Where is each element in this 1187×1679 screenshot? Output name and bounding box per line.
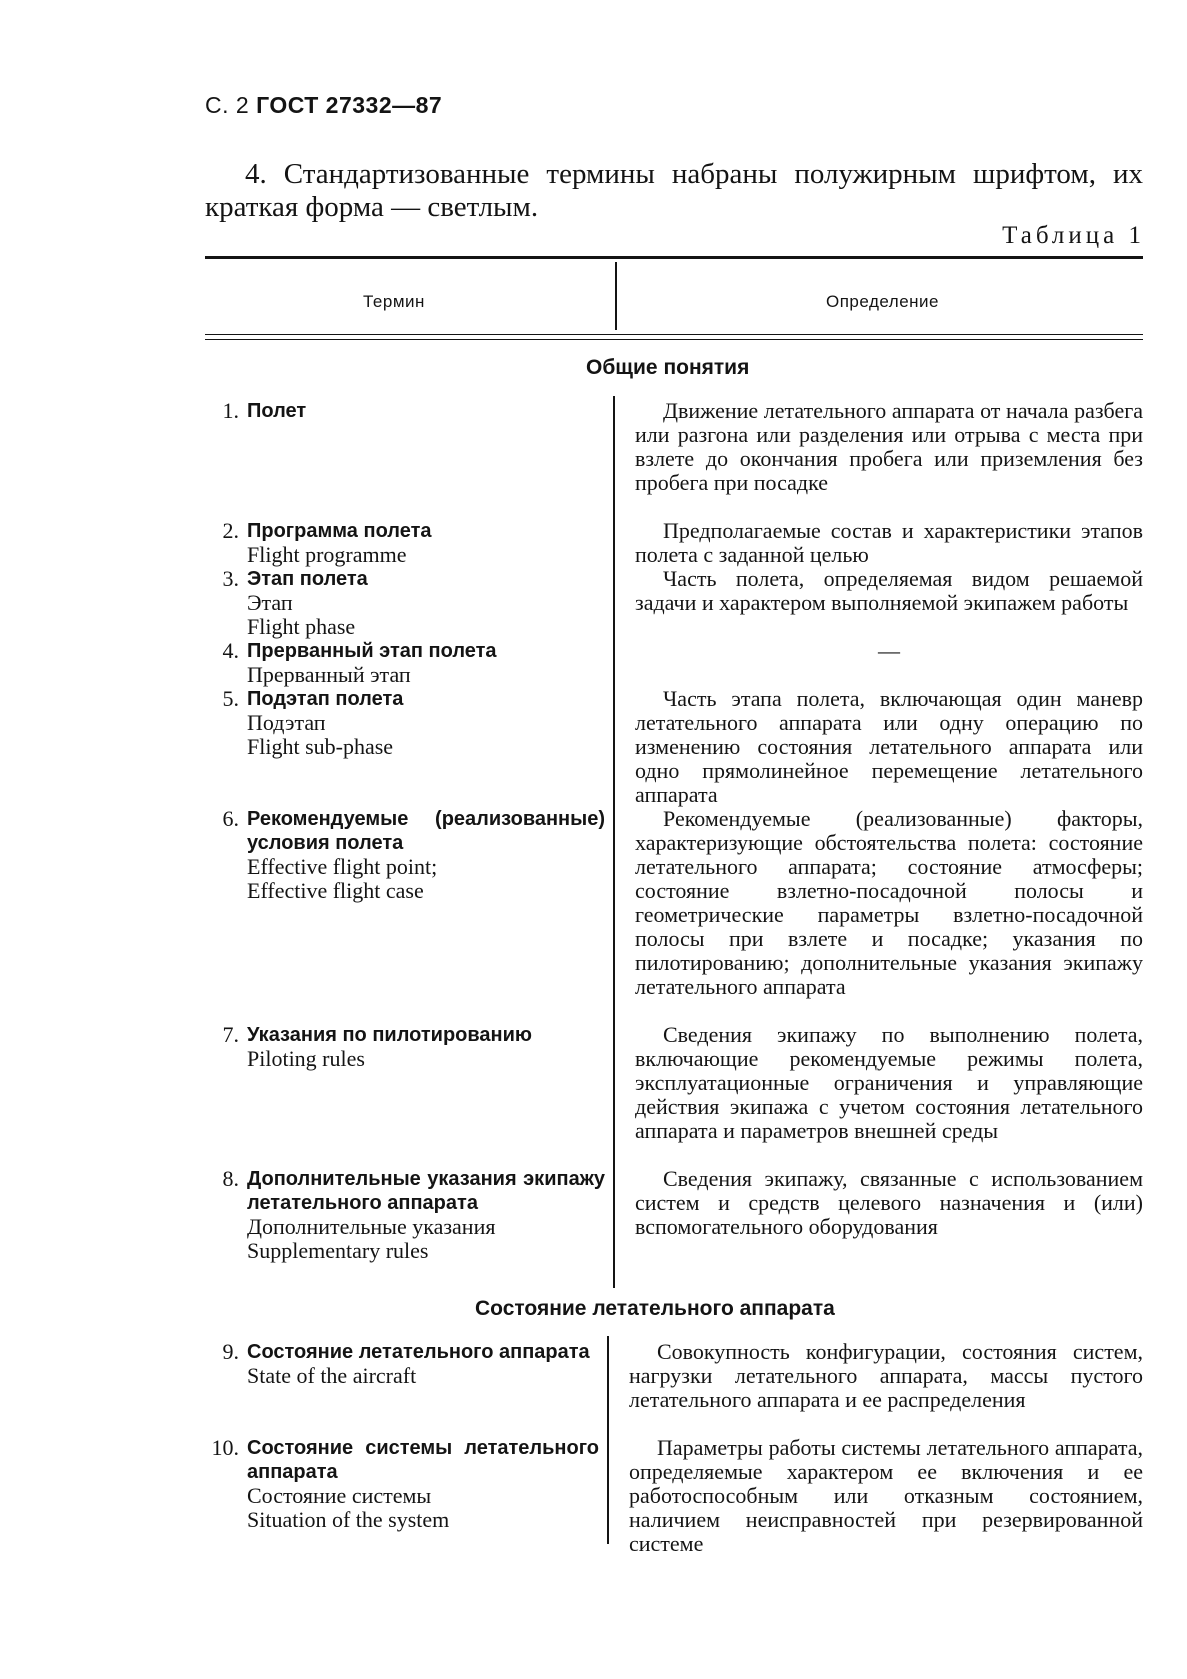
- definition-6: Рекомендуемые (реализованные) факторы, характеризующие обстоятельства полета: состояние летательного аппарата; состояние атмосферы; состояние взлетно-посадочной полосы и геометрические параметры взлетно-посадочной полосы при взлете и посадке; указания по пилотированию; дополнительные указания экипажу летательного аппарата: [635, 806, 1143, 999]
- term-entry-1: [205, 399, 605, 423]
- section1-column-divider: [613, 396, 615, 1288]
- term-alt: Этап: [247, 590, 293, 615]
- intro-paragraph: 4. Стандартизованные термины набраны полужирным шрифтом, их краткая форма — светлым.: [205, 158, 1143, 223]
- term-alt: State of the aircraft: [247, 1363, 417, 1388]
- definition-2: Предполагаемые состав и характеристики этапов полета с заданной целью: [635, 518, 1143, 567]
- term-alt: Flight phase: [247, 614, 356, 639]
- definition-10: Параметры работы системы летательного аппарата, определяемые характером ее включения и ее работоспособным или отказным состоянием, наличием неисправностей при резервированной системе: [629, 1435, 1143, 1556]
- term-alt: Состояние системы: [247, 1483, 432, 1508]
- term-alt: Flight sub-phase: [247, 734, 394, 759]
- term-number: 9.: [222, 1339, 239, 1364]
- term-name: Дополнительные указания экипажу летательного аппарата: [247, 1168, 605, 1214]
- column-header-definition: Определение: [826, 292, 939, 311]
- running-header: [205, 92, 442, 119]
- term-alt: Прерванный этап: [247, 662, 411, 687]
- term-entry-8: [205, 1167, 605, 1263]
- term-alt: Supplementary rules: [247, 1238, 429, 1263]
- definition-1: Движение летательного аппарата от начала разбега или разгона или разделения или отрыва с места при взлете до окончания пробега или приземления без пробега при посадке: [635, 398, 1143, 495]
- section-title-aircraft-state: Состояние летательного аппарата: [475, 1297, 835, 1320]
- definition-5: Часть этапа полета, включающая один маневр летательного аппарата или одну операцию по изменению состояния летательного аппарата или одно прямолинейное перемещение летательного аппарата: [635, 686, 1143, 807]
- table-top-rule: [205, 256, 1143, 259]
- term-alt: Situation of the system: [247, 1507, 450, 1532]
- term-name: Указания по пилотированию: [247, 1024, 532, 1046]
- header-bottom-rule-2: [205, 339, 1143, 340]
- term-name: Состояние системы летательного аппарата: [247, 1437, 599, 1483]
- definition-9: Совокупность конфигурации, состояния систем, нагрузки летательного аппарата, массы пустого летательного аппарата и ее распределения: [629, 1339, 1143, 1412]
- column-header-term: Термин: [363, 292, 425, 311]
- term-number: 2.: [222, 518, 239, 543]
- term-entry-6: [205, 807, 605, 903]
- term-alt: Effective flight point;: [247, 854, 438, 879]
- term-name: Подэтап полета: [247, 688, 404, 710]
- term-alt: Flight programme: [247, 542, 407, 567]
- header-bottom-rule-1: [205, 334, 1143, 335]
- term-alt: Подэтап: [247, 710, 326, 735]
- term-name: Прерванный этап полета: [247, 640, 497, 662]
- term-number: 4.: [222, 638, 239, 663]
- term-number: 3.: [222, 566, 239, 591]
- term-alt: Дополнительные указания: [247, 1214, 496, 1239]
- term-number: 8.: [222, 1166, 239, 1191]
- term-entry-10: [205, 1436, 599, 1532]
- term-number: 10.: [211, 1435, 239, 1460]
- term-name: Состояние летательного аппарата: [247, 1341, 590, 1363]
- header-column-divider: [615, 262, 617, 330]
- term-entry-9: [205, 1340, 599, 1388]
- term-entry-5: [205, 687, 605, 759]
- section-title-general: Общие понятия: [586, 356, 750, 379]
- term-name: Программа полета: [247, 520, 432, 542]
- term-entry-4: [205, 639, 605, 687]
- section2-column-divider: [607, 1336, 609, 1544]
- definition-7: Сведения экипажу по выполнению полета, включающие рекомендуемые режимы полета, эксплуатационные ограничения и управляющие действия экипажа с учетом состояния летательного аппарата и параметров внешней среды: [635, 1022, 1143, 1143]
- term-alt: Effective flight case: [247, 878, 424, 903]
- term-number: 1.: [222, 398, 239, 423]
- term-number: 7.: [222, 1022, 239, 1047]
- term-name: Рекомендуемые (реализованные) условия полета: [247, 808, 605, 854]
- definition-8: Сведения экипажу, связанные с использованием систем и средств целевого назначения и (или) вспомогательного оборудования: [635, 1166, 1143, 1239]
- definition-3: Часть полета, определяемая видом решаемой задачи и характером выполняемой экипажем работы: [635, 566, 1143, 615]
- term-number: 5.: [222, 686, 239, 711]
- page-number: С. 2: [205, 92, 250, 118]
- term-name: Полет: [247, 400, 307, 422]
- table-caption: Таблица 1: [1002, 222, 1145, 249]
- term-entry-2: [205, 519, 605, 567]
- term-entry-3: [205, 567, 605, 639]
- standard-code: ГОСТ 27332—87: [256, 92, 443, 118]
- term-alt: Piloting rules: [247, 1046, 365, 1071]
- term-entry-7: [205, 1023, 605, 1071]
- term-number: 6.: [222, 806, 239, 831]
- definition-4: —: [878, 638, 900, 663]
- term-name: Этап полета: [247, 568, 368, 590]
